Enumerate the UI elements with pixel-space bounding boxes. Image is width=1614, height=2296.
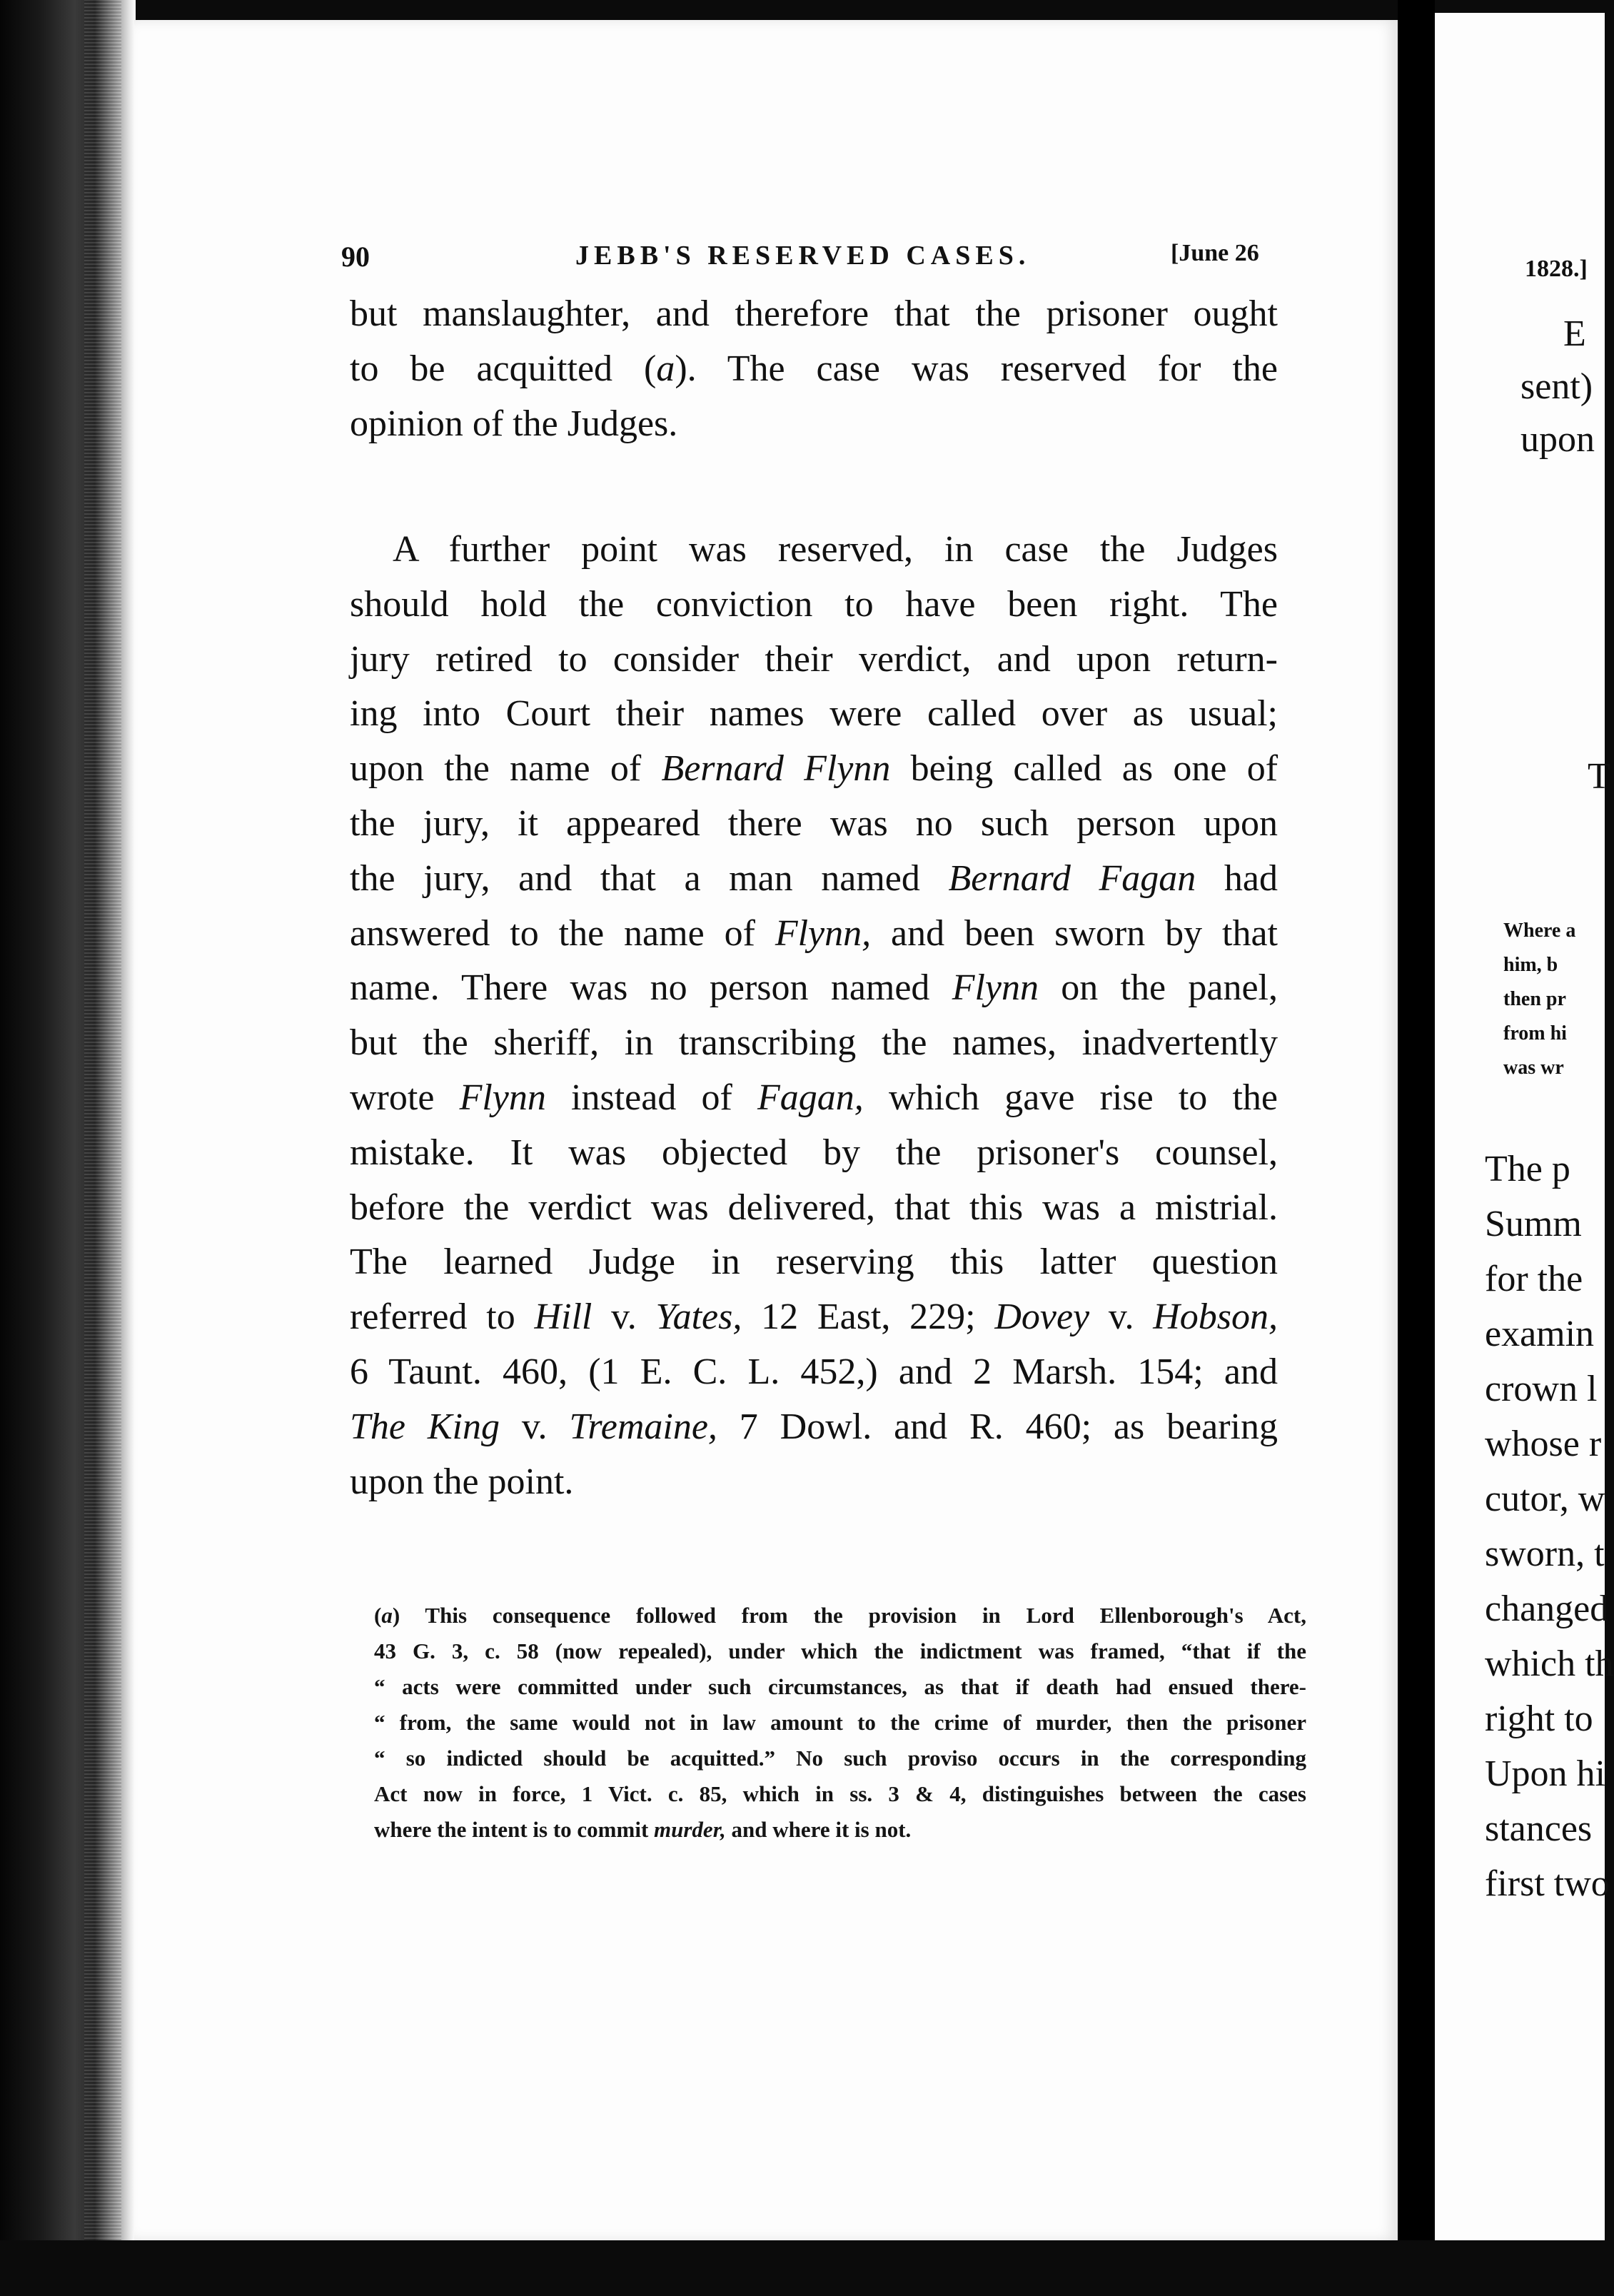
book-binding — [0, 0, 136, 2296]
right-page-line: E — [1563, 313, 1586, 354]
text-line: 6 Taunt. 460, (1 E. C. L. 452,) and 2 Marsh. 154; and — [350, 1351, 1278, 1392]
text-line: the jury, and that a man named Bernard Fagan had — [350, 857, 1278, 899]
text-line: to be acquitted (a). The case was reserved for the — [350, 348, 1278, 389]
text-line: upon the name of Bernard Flynn being called as one of — [350, 748, 1278, 790]
footnote-line: “ so indicted should be acquitted.” No such proviso occurs in the corresponding — [374, 1746, 1306, 1771]
right-page-headnote-line: Where a — [1503, 920, 1576, 942]
right-page-line: The p — [1485, 1149, 1570, 1189]
text-line: but the sheriff, in transcribing the names, inadvertently — [350, 1022, 1278, 1064]
right-page-line: changed — [1485, 1588, 1609, 1629]
footnote-line: Act now in force, 1 Vict. c. 85, which in ss. 3 & 4, distinguishes between the cases — [374, 1781, 1306, 1806]
text-line: name. There was no person named Flynn on the panel, — [350, 967, 1278, 1009]
right-page-line: sent) — [1520, 366, 1593, 407]
text-line: wrote Flynn instead of Fagan, which gave rise to the — [350, 1077, 1278, 1118]
right-page-headnote-line: then pr — [1503, 988, 1566, 1010]
footnote-line: (a) This consequence followed from the provision in Lord Ellenborough's Act, — [374, 1603, 1306, 1628]
right-page-headnote-line: him, b — [1503, 954, 1558, 976]
footnote-line: 43 G. 3, c. 58 (now repealed), under which the indictment was framed, “that if the — [374, 1638, 1306, 1663]
page-number: 90 — [341, 241, 370, 273]
book-spine-gap — [1398, 0, 1435, 2296]
right-page-line: sworn, t — [1485, 1534, 1605, 1574]
right-page-date: 1828.] — [1525, 256, 1588, 282]
text-line: A further point was reserved, in case the Judges — [393, 529, 1278, 570]
text-line: opinion of the Judges. — [350, 403, 678, 444]
right-page-headnote-line: from hi — [1503, 1022, 1567, 1044]
right-page-line: for the — [1485, 1259, 1583, 1299]
text-line: ing into Court their names were called over as usual; — [350, 693, 1278, 735]
right-page-headnote-line: was wr — [1503, 1057, 1564, 1079]
right-page-line: crown l — [1485, 1369, 1598, 1409]
text-line: The learned Judge in reserving this latter question — [350, 1242, 1278, 1283]
footnote-line: “ acts were committed under such circumstances, as that if death had ensued there- — [374, 1674, 1306, 1699]
right-page-line: upon — [1520, 419, 1595, 460]
text-line: referred to Hill v. Yates, 12 East, 229; Dovey v. Hobson, — [350, 1296, 1278, 1338]
right-page-line: right to — [1485, 1698, 1593, 1739]
right-page-line: whose r — [1485, 1424, 1602, 1464]
text-line: answered to the name of Flynn, and been sworn by that — [350, 912, 1278, 954]
right-page-line: first two — [1485, 1863, 1610, 1904]
text-line: upon the point. — [350, 1461, 574, 1502]
right-page-line: examin — [1485, 1314, 1595, 1354]
right-page-line: stances — [1485, 1808, 1593, 1849]
right-page-line: cutor, w — [1485, 1479, 1605, 1519]
right-page-line: Upon hi — [1485, 1753, 1605, 1794]
right-page — [1435, 13, 1614, 2255]
text-line: but manslaughter, and therefore that the prisoner ought — [350, 293, 1278, 334]
text-line: jury retired to consider their verdict, and upon return- — [350, 638, 1278, 680]
text-line: before the verdict was delivered, that this was a mistrial. — [350, 1187, 1278, 1228]
text-line: should hold the conviction to have been right. The — [350, 583, 1278, 625]
header-date: [June 26 — [1171, 240, 1259, 266]
right-page-line: Summ — [1485, 1204, 1582, 1244]
right-page-line: which th — [1485, 1643, 1614, 1684]
text-line: mistake. It was objected by the prisoner's counsel, — [350, 1132, 1278, 1173]
running-title: JEBB'S RESERVED CASES. — [575, 241, 1031, 271]
text-line: the jury, it appeared there was no such person upon — [350, 803, 1278, 844]
scan-bottom-border — [0, 2240, 1605, 2296]
text-line: The King v. Tremaine, 7 Dowl. and R. 460; as bearing — [350, 1406, 1278, 1447]
footnote-line: “ from, the same would not in law amount to the crime of murder, then the prisoner — [374, 1710, 1306, 1735]
footnote-line: where the intent is to commit murder, and where it is not. — [374, 1817, 912, 1842]
right-page-heading-letter: T — [1588, 756, 1610, 797]
